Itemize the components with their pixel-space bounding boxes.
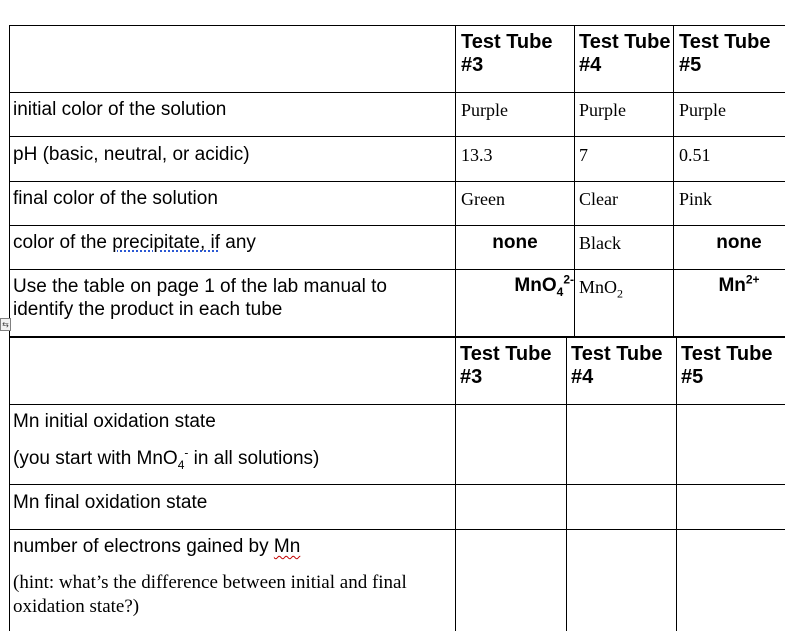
cell-precipitate-tube5: none [716, 232, 762, 253]
header2-tube4: Test Tube #4 [571, 343, 663, 388]
answer-electrons-tube3[interactable] [456, 530, 566, 631]
row-note-initial-oxidation: (you start with MnO$_4$- in all solutions) [13, 445, 320, 472]
answer-electrons-tube5[interactable] [677, 530, 785, 631]
row-hint-electrons: (hint: what’s the difference between initial and final oxidation state?) [13, 572, 407, 617]
header2-tube5: Test Tube #5 [681, 343, 773, 388]
header2-tube3: Test Tube #3 [460, 343, 552, 388]
row-label-ph: pH (basic, neutral, or acidic) [13, 144, 250, 165]
answer-final-ox-tube5[interactable] [677, 485, 785, 529]
row-label-final-color: final color of the solution [13, 188, 218, 209]
cell-product-tube5: $Mn^{2+}$ [718, 272, 760, 296]
cell-final-color-tube3: Green [461, 189, 505, 209]
cell-initial-color-tube3: Purple [461, 100, 508, 120]
row-label-electrons: number of electrons gained by Mn [13, 536, 301, 557]
cell-initial-color-tube4: Purple [579, 100, 626, 120]
answer-electrons-tube4[interactable] [567, 530, 676, 631]
answer-final-ox-tube4[interactable] [567, 485, 676, 529]
row-label-initial-color: initial color of the solution [13, 99, 227, 120]
table-move-handle-icon[interactable]: ⇆ [0, 318, 11, 331]
cell-final-color-tube4: Clear [579, 189, 618, 209]
cell-ph-tube4: 7 [579, 145, 588, 165]
answer-initial-ox-tube3[interactable] [456, 405, 566, 484]
cell-product-tube4: MnO$_2$ [579, 277, 624, 301]
cell-precipitate-tube4: Black [579, 233, 621, 253]
cell-ph-tube5: 0.51 [679, 145, 711, 165]
answer-final-ox-tube3[interactable] [456, 485, 566, 529]
cell-final-color-tube5: Pink [679, 189, 713, 209]
cell-product-tube3: MnO$_4^{2-}$ [514, 272, 574, 299]
cell-precipitate-tube3: none [492, 232, 538, 253]
row-label-final-oxidation: Mn final oxidation state [13, 492, 208, 513]
header-tube4: Test Tube #4 [579, 31, 671, 76]
row-label-initial-oxidation: Mn initial oxidation state [13, 411, 216, 432]
header-tube3: Test Tube #3 [461, 31, 553, 76]
cell-ph-tube3: 13.3 [461, 145, 493, 165]
answer-initial-ox-tube4[interactable] [567, 405, 676, 484]
row-label-product: Use the table on page 1 of the lab manual to identify the product in each tube [13, 276, 387, 320]
header-tube5: Test Tube #5 [679, 31, 771, 76]
answer-initial-ox-tube5[interactable] [677, 405, 785, 484]
row-label-precipitate: color of the precipitate, if any [13, 232, 256, 253]
cell-initial-color-tube5: Purple [679, 100, 726, 120]
